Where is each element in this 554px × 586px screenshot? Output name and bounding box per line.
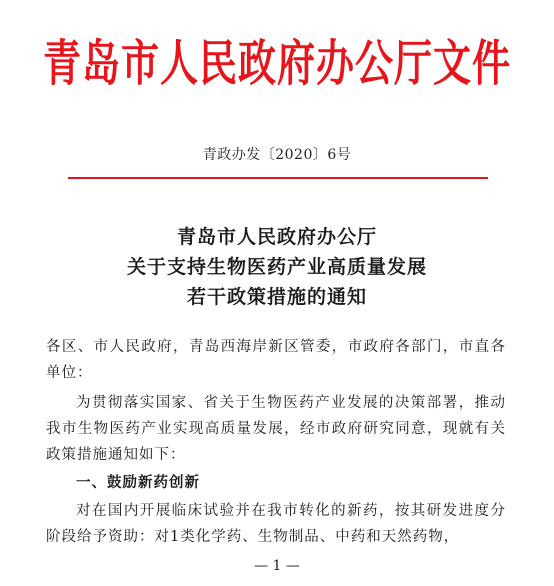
title-line-2: 关于支持生物医药产业高质量发展: [126, 256, 427, 278]
red-divider-line: [68, 177, 488, 179]
body-paragraph-2: 对在国内开展临床试验并在我市转化的新药，按其研发进度分阶段给予资助：对1类化学药、生物制品、中药和天然药物，: [46, 503, 506, 545]
title-line-1: 青岛市人民政府办公厅: [176, 226, 377, 248]
document-number: 青政办发〔2020〕6号: [202, 147, 352, 163]
salutation: 各区、市人民政府，青岛西海岸新区管委，市政府各部门，市直各单位：: [46, 339, 506, 381]
title-line-3: 若干政策措施的通知: [186, 286, 367, 308]
document-masthead: 青岛市人民政府办公厅文件: [42, 33, 511, 92]
document-title: [0, 222, 554, 312]
page-number: — 1 —: [254, 558, 300, 574]
body-paragraph-1: 为贯彻落实国家、省关于生物医药产业发展的决策部署，推动我市生物医药产业实现高质量发展，经市政府研究同意，现就有关政策措施通知如下：: [46, 395, 506, 463]
section-heading-1: 一、鼓励新药创新: [76, 475, 200, 491]
